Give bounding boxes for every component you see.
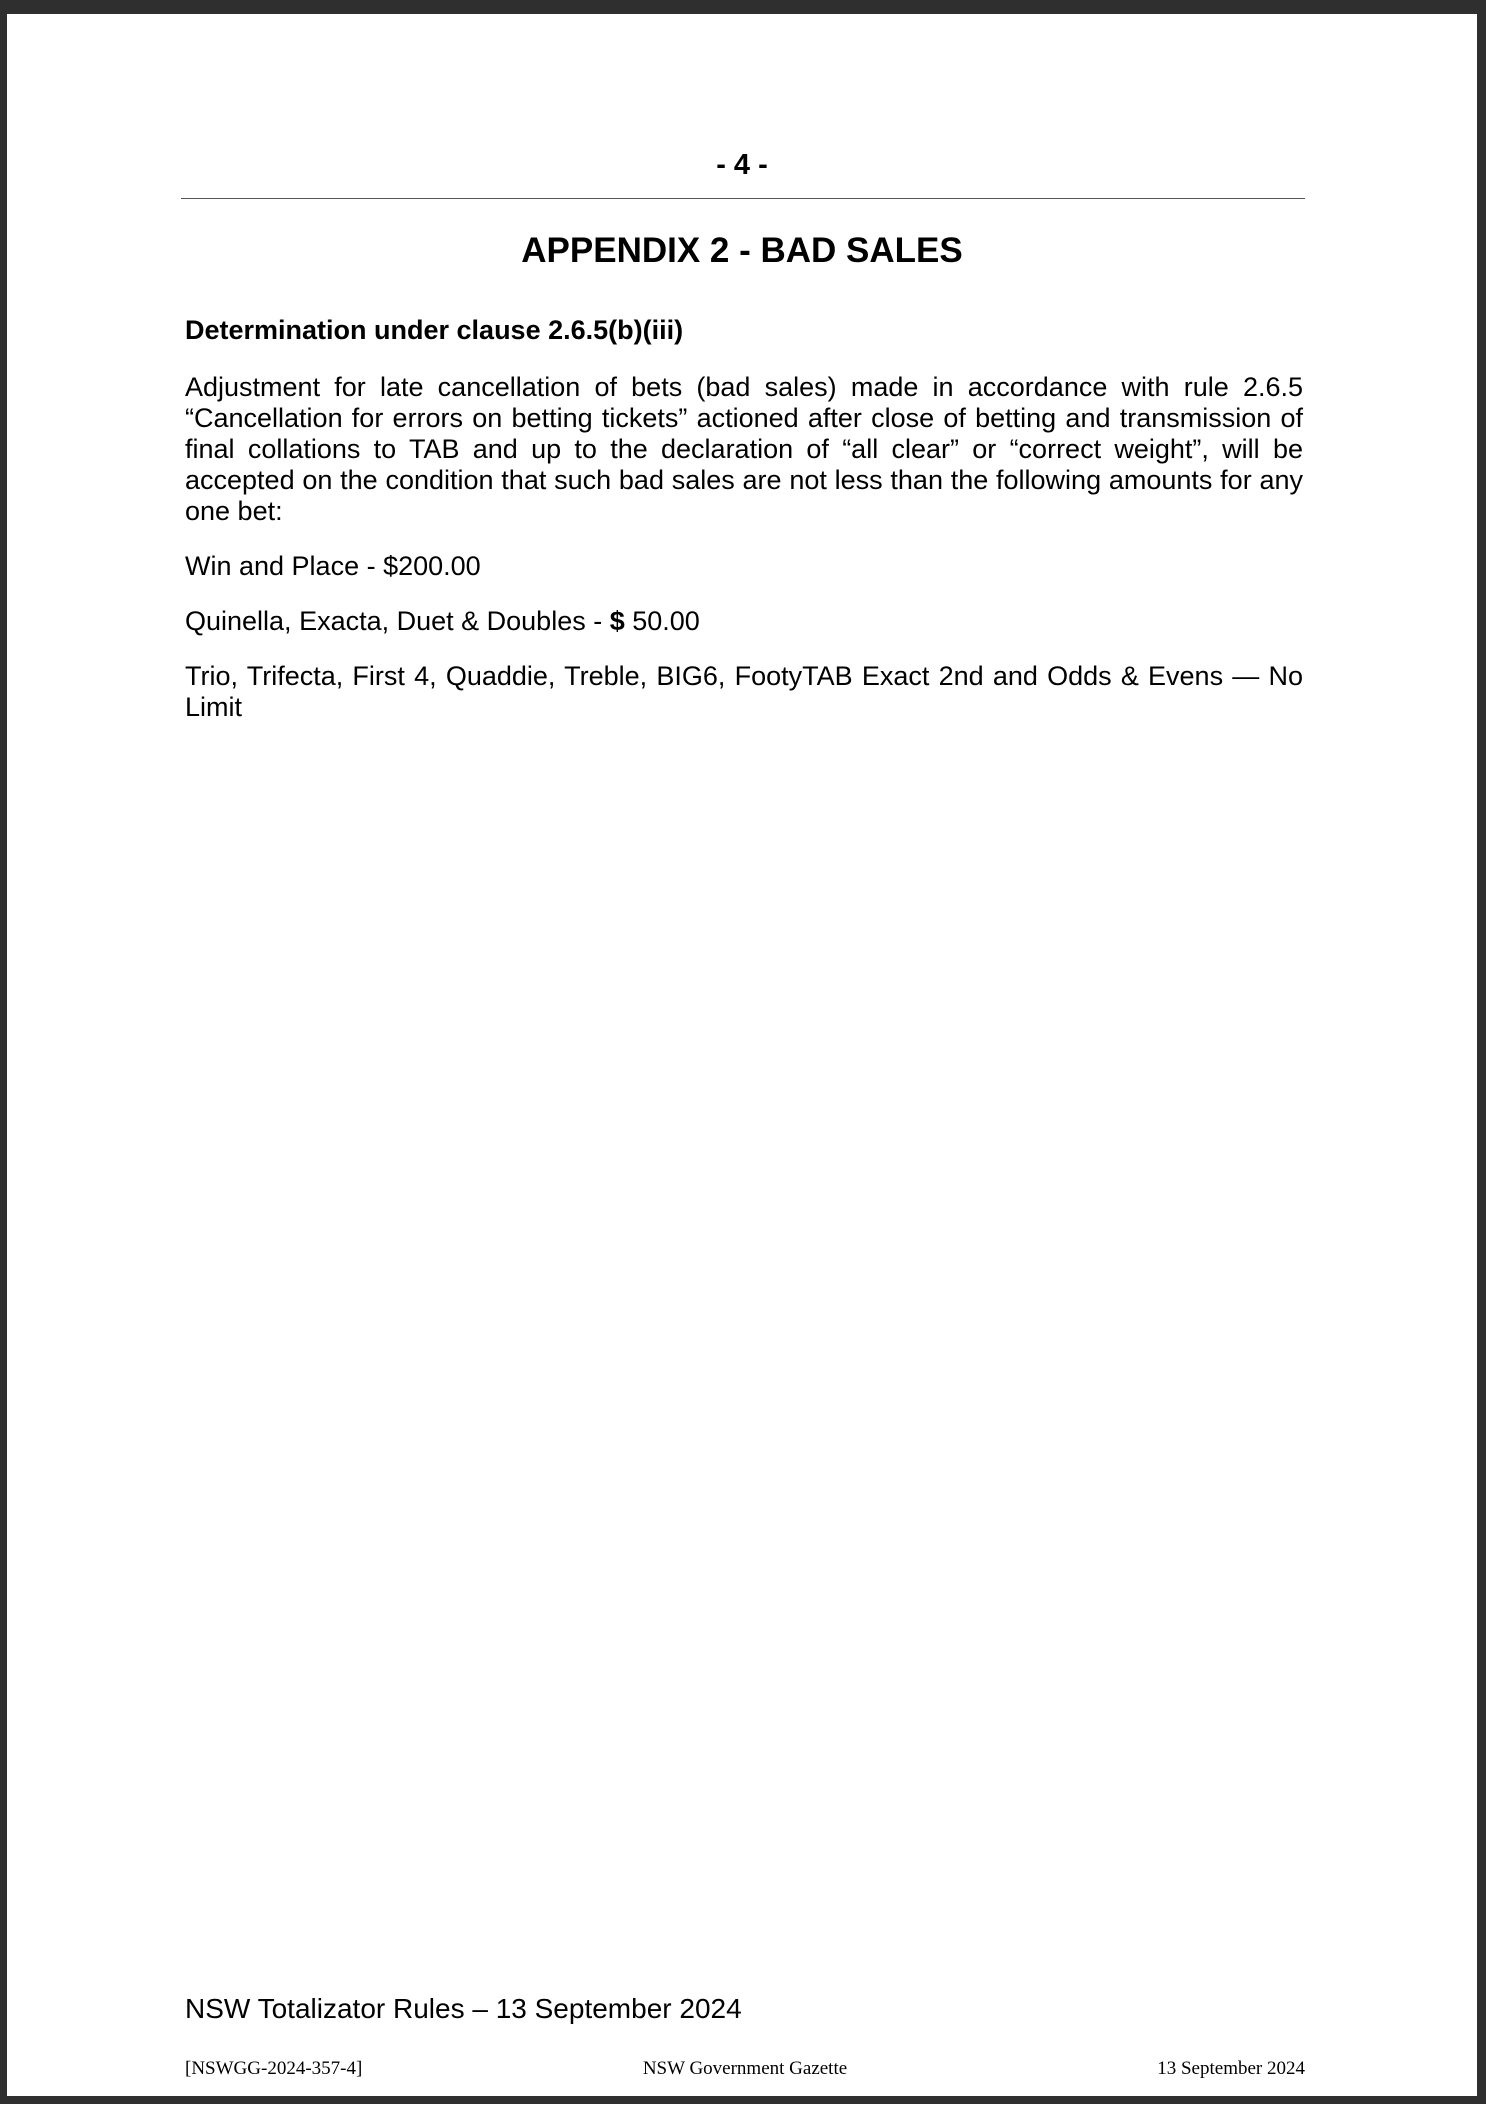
header-divider	[181, 198, 1305, 199]
gazette-name: NSW Government Gazette	[642, 2058, 848, 2079]
gazette-date: 13 September 2024	[1157, 2058, 1305, 2079]
rules-footer-title: NSW Totalizator Rules – 13 September 2024	[185, 1993, 742, 2024]
appendix-content	[185, 312, 1303, 723]
adjustment-paragraph: Adjustment for late cancellation of bets (bad sales) made in accordance with rule 2.6.5 “Cancellation for errors on betting tickets” actioned after close of betting and transmission of final collations to TAB and up to the declaration of “all clear” or “correct weight”, will be accepted on the condition that such bad sales are not less than the following amounts for any one bet:	[185, 372, 1303, 526]
appendix-title: APPENDIX 2 - BAD SALES	[521, 231, 963, 270]
win-place-limit: Win and Place - $200.00	[185, 551, 481, 581]
document-page	[7, 14, 1477, 2096]
determination-subheading: Determination under clause 2.6.5(b)(iii)	[185, 315, 684, 345]
trio-limit: Trio, Trifecta, First 4, Quaddie, Treble, BIG6, FootyTAB Exact 2nd and Odds & Evens — No Limit	[185, 661, 1303, 722]
quinella-dollar-sign: $	[609, 606, 625, 636]
gazette-reference: [NSWGG-2024-357-4]	[185, 2058, 363, 2079]
quinella-label: Quinella, Exacta, Duet & Doubles -	[185, 606, 610, 636]
quinella-amount: 50.00	[624, 606, 700, 636]
quinella-limit	[185, 606, 1303, 637]
page-number: - 4 -	[716, 149, 768, 181]
